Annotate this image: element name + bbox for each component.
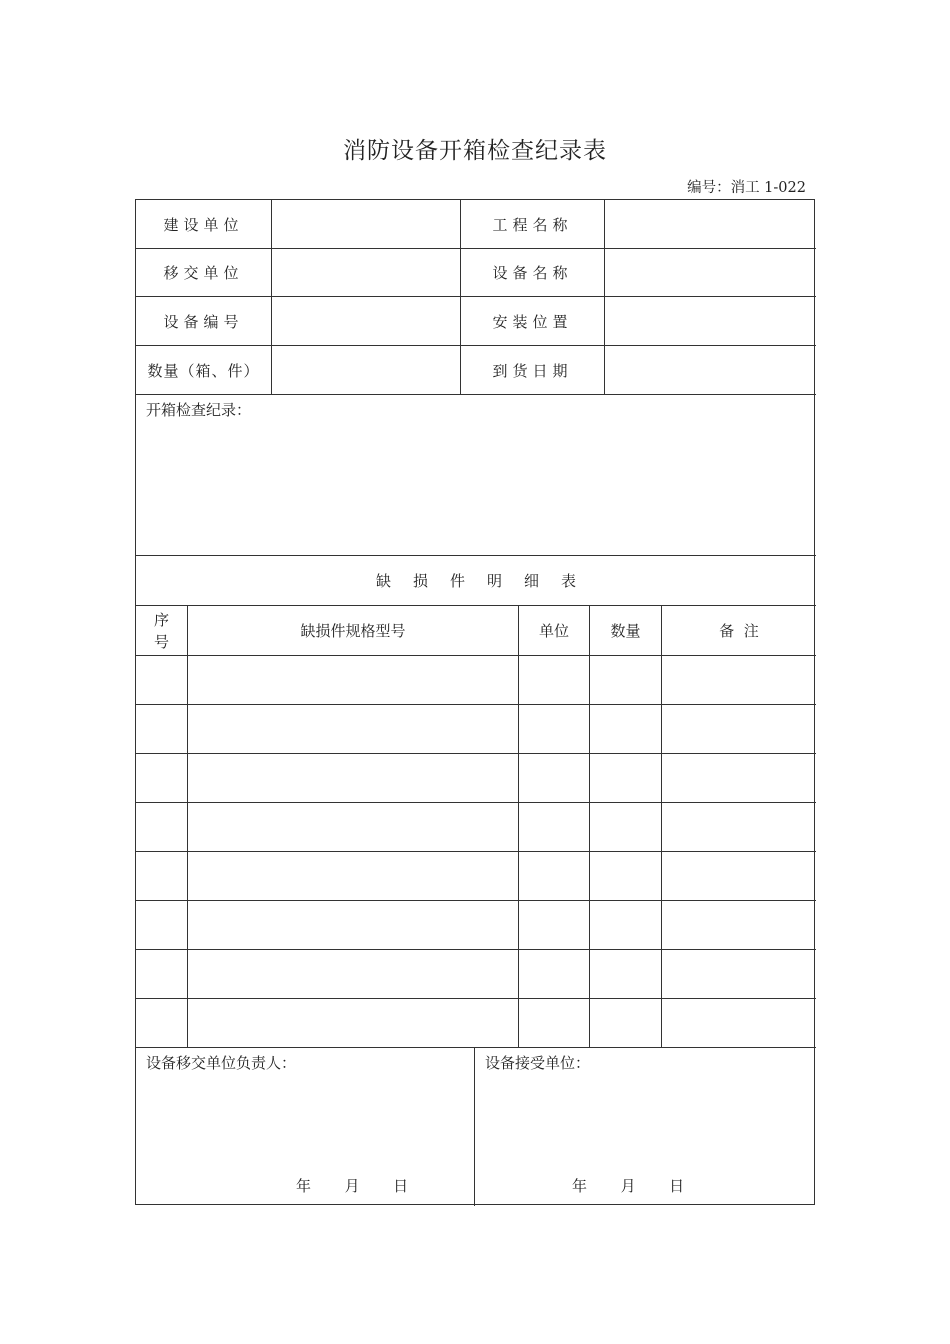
day-label: 日 [669,1177,685,1195]
arrival-date-field[interactable] [605,346,815,394]
header-qty: 数量 [610,622,641,640]
header-seq-line1: 序 [153,610,169,629]
divider [136,394,816,395]
table-row[interactable] [137,852,815,900]
label-project-name: 工程名称 [492,215,573,234]
handover-signature-field[interactable] [137,1076,473,1166]
table-row[interactable] [137,803,815,851]
table-row[interactable] [137,950,815,998]
document-number: 编号：消工 1-022 [687,180,806,196]
table-row[interactable] [137,656,815,704]
form-title: 消防设备开箱检查纪录表 [343,138,607,164]
label-construction-unit: 建设单位 [163,215,244,234]
handover-signature-label: 设备移交单位负责人： [146,1054,297,1072]
quantity-field[interactable] [272,346,460,394]
header-unit: 单位 [538,622,569,640]
header-seq [136,606,187,655]
table-row[interactable] [137,705,815,753]
label-handover-unit: 移交单位 [163,264,244,282]
inspection-record-field[interactable] [137,422,815,554]
label-install-location: 安装位置 [492,312,573,331]
header-spec: 缺损件规格型号 [300,622,406,640]
day-label: 日 [393,1177,409,1195]
project-name-field[interactable] [605,201,815,248]
label-arrival-date: 到货日期 [492,361,573,380]
label-equipment-name: 设备名称 [492,264,573,282]
header-remark: 备 注 [719,622,759,640]
handover-date [296,1175,408,1196]
receiver-signature-field[interactable] [476,1076,815,1166]
year-label: 年 [296,1177,312,1195]
month-label: 月 [344,1177,360,1195]
form-frame [135,199,815,1205]
table-row[interactable] [137,999,815,1047]
inspection-record-label: 开箱检查纪录： [146,401,252,419]
equipment-name-field[interactable] [605,249,815,296]
divider [474,1047,475,1206]
label-quantity: 数量（箱、件） [147,361,260,380]
construction-unit-field[interactable] [272,201,460,248]
month-label: 月 [620,1177,636,1195]
install-location-field[interactable] [605,297,815,345]
handover-unit-field[interactable] [272,249,460,296]
label-equipment-number: 设备编号 [163,312,244,331]
defects-table-title: 缺损件明细表 [375,572,598,590]
divider [136,1047,816,1048]
receiver-date [572,1175,684,1196]
header-seq-line2: 号 [153,632,169,651]
year-label: 年 [572,1177,588,1195]
table-row[interactable] [137,754,815,802]
equipment-number-field[interactable] [272,297,460,345]
table-row[interactable] [137,901,815,949]
receiver-signature-label: 设备接受单位： [485,1054,591,1072]
